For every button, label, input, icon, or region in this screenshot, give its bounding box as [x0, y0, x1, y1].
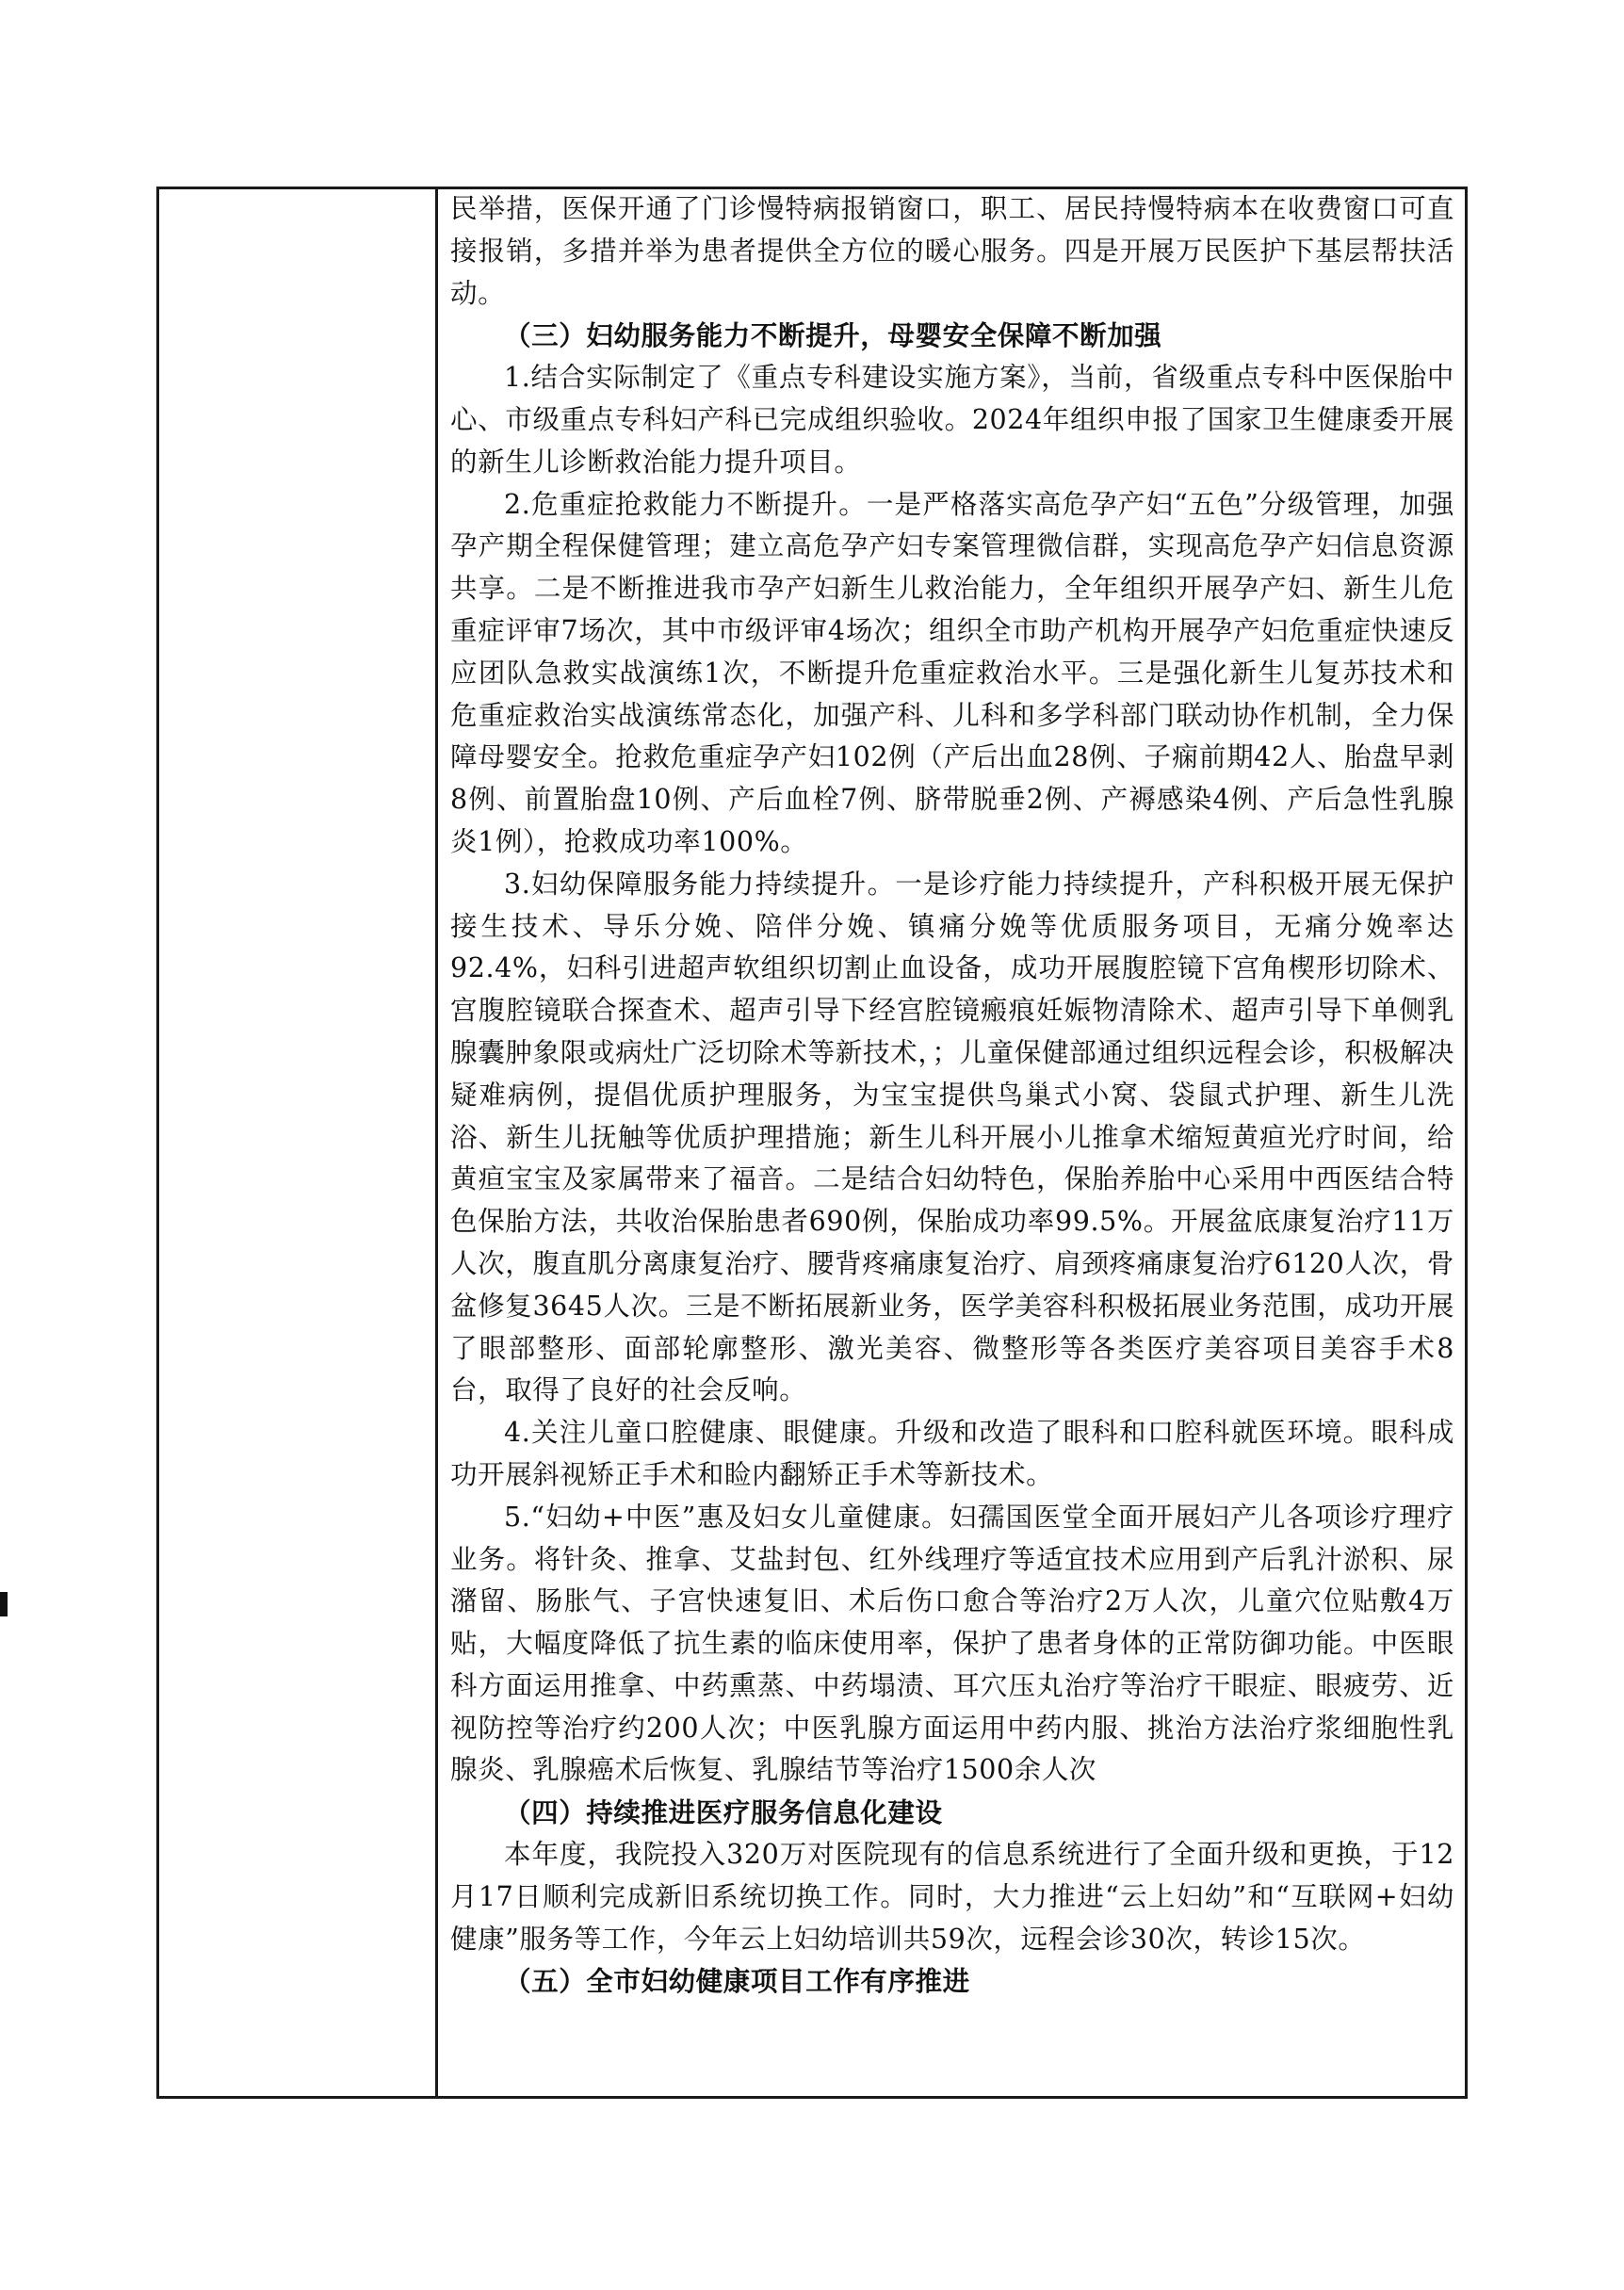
- paragraph-critical-care: 2.危重症抢救能力不断提升。一是严格落实高危孕产妇“五色”分级管理，加强孕产期全程保健管理；建立高危孕产妇专案管理微信群，实现高危孕产妇信息资源共享。二是不断推进我市孕产妇新生儿救治能力，全年组织开展孕产妇、新生儿危重症评审7场次，其中市级评审4场次；组织全市助产机构开展孕产妇危重症快速反应团队急救实战演练1次，不断提升危重症救治水平。三是强化新生儿复苏技术和危重症救治实战演练常态化，加强产科、儿科和多学科部门联动协作机制，全力保障母婴安全。抢救危重症孕产妇102例（产后出血28例、子痫前期42人、胎盘早剥8例、前置胎盘10例、产后血栓7例、脐带脱垂2例、产褥感染4例、产后急性乳腺炎1例），抢救成功率100%。: [450, 488, 1454, 857]
- table-content-cell: [450, 188, 1454, 2095]
- section-heading-4: （四）持续推进医疗服务信息化建设: [504, 1796, 943, 1829]
- section-heading-5: （五）全市妇幼健康项目工作有序推进: [504, 1965, 970, 1998]
- table-left-cell: [159, 189, 435, 2096]
- paragraph-continuation: 民举措，医保开通了门诊慢特病报销窗口，职工、居民持慢特病本在收费窗口可直接报销，多措并举为患者提供全方位的暖心服务。四是开展万民医护下基层帮扶活动。: [450, 193, 1454, 309]
- paragraph-tcm-services: 5.“妇幼+中医”惠及妇女儿童健康。妇孺国医堂全面开展妇产儿各项诊疗理疗业务。将针灸、推拿、艾盐封包、红外线理疗等适宜技术应用到产后乳汁淤积、尿潴留、肠胀气、子宫快速复旧、术后伤口愈合等治疗2万人次，儿童穴位贴敷4万贴，大幅度降低了抗生素的临床使用率，保护了患者身体的正常防御功能。中医眼科方面运用推拿、中药熏蒸、中药塌渍、耳穴压丸治疗等治疗干眼症、眼疲劳、近视防控等治疗约200人次；中医乳腺方面运用中药内服、挑治方法治疗浆细胞性乳腺炎、乳腺癌术后恢复、乳腺结节等治疗1500余人次: [450, 1501, 1454, 1786]
- scan-margin-mark: [0, 1592, 8, 1616]
- paragraph-maternal-child-services: 3.妇幼保障服务能力持续提升。一是诊疗能力持续提升，产科积极开展无保护接生技术、导乐分娩、陪伴分娩、镇痛分娩等优质服务项目，无痛分娩率达92.4%，妇科引进超声软组织切割止血设备，成功开展腹腔镜下宫角楔形切除术、宫腹腔镜联合探查术、超声引导下经宫腔镜瘢痕妊娠物清除术、超声引导下单侧乳腺囊肿象限或病灶广泛切除术等新技术，；儿童保健部通过组织远程会诊，积极解决疑难病例，提倡优质护理服务，为宝宝提供鸟巢式小窝、袋鼠式护理、新生儿洗浴、新生儿抚触等优质护理措施；新生儿科开展小儿推拿术缩短黄疸光疗时间，给黄疸宝宝及家属带来了福音。二是结合妇幼特色，保胎养胎中心采用中西医结合特色保胎方法，共收治保胎患者690例，保胎成功率99.5%。开展盆底康复治疗11万人次，腹直肌分离康复治疗、腰背疼痛康复治疗、肩颈疼痛康复治疗6120人次，骨盆修复3645人次。三是不断拓展新业务，医学美容科积极拓展业务范围，成功开展了眼部整形、面部轮廓整形、激光美容、微整形等各类医疗美容项目美容手术8台，取得了良好的社会反响。: [450, 868, 1454, 1406]
- table-column-divider: [435, 187, 438, 2099]
- paragraph-informatization: 本年度，我院投入320万对医院现有的信息系统进行了全面升级和更换，于12月17日顺利完成新旧系统切换工作。同时，大力推进“云上妇幼”和“互联网+妇幼健康”服务等工作，今年云上妇幼培训共59次，远程会诊30次，转诊15次。: [450, 1839, 1454, 1955]
- section-heading-3: （三）妇幼服务能力不断提升，母婴安全保障不断加强: [504, 319, 1162, 352]
- paragraph-oral-eye-health: 4.关注儿童口腔健康、眼健康。升级和改造了眼科和口腔科就医环境。眼科成功开展斜视矫正手术和睑内翻矫正手术等新技术。: [450, 1417, 1454, 1490]
- paragraph-key-specialty: 1.结合实际制定了《重点专科建设实施方案》，当前，省级重点专科中医保胎中心、市级重点专科妇产科已完成组织验收。2024年组织申报了国家卫生健康委开展的新生儿诊断救治能力提升项目。: [450, 362, 1454, 478]
